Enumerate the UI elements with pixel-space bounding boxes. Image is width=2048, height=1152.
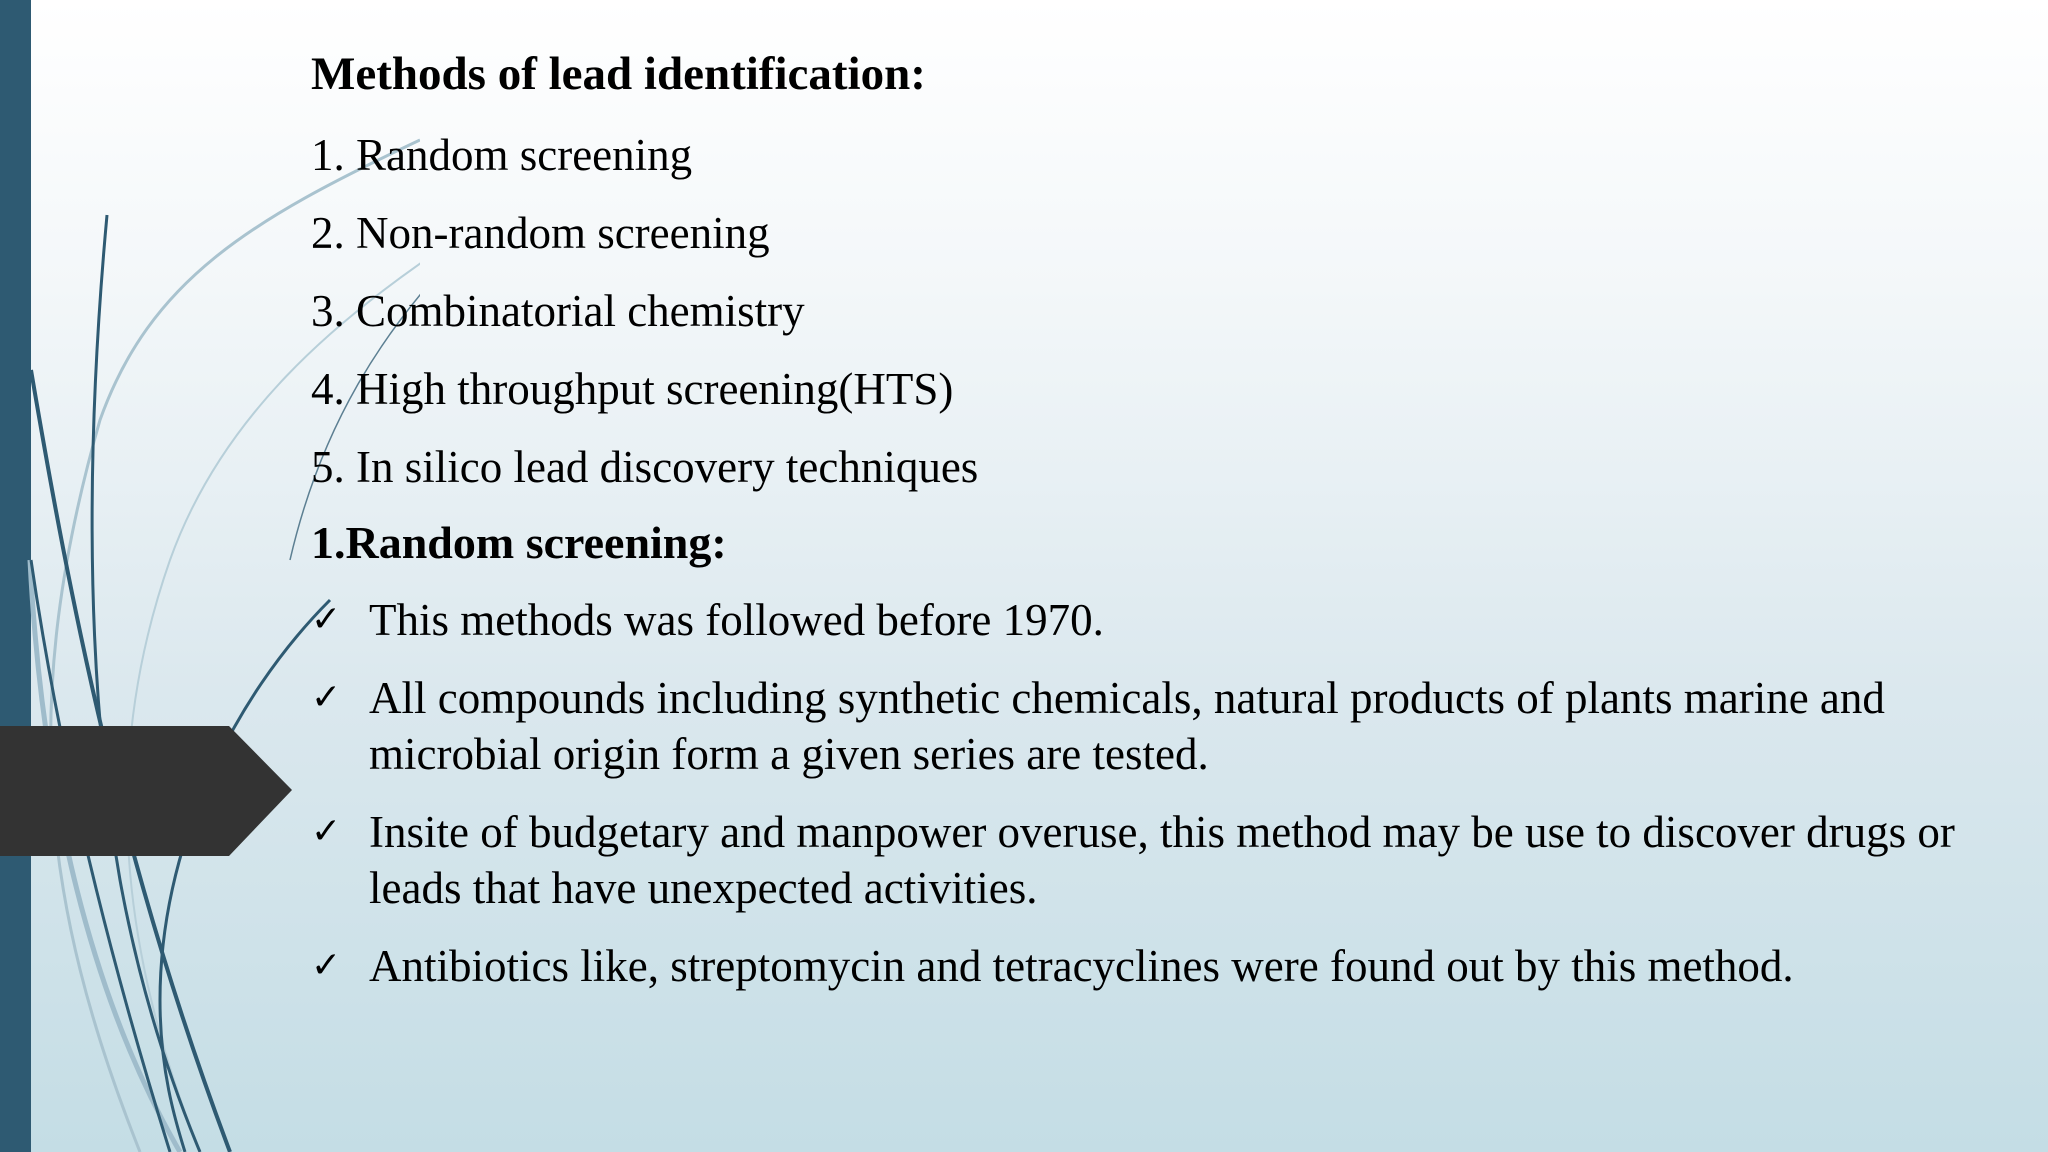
method-item-3: 3. Combinatorial chemistry xyxy=(311,286,805,336)
bullet-item-4 xyxy=(311,938,2029,994)
section-title: 1.Random screening: xyxy=(311,517,727,568)
left-accent-bar xyxy=(0,0,31,1152)
checkmark-icon: ✓ xyxy=(311,945,342,986)
decor-curve-light-3 xyxy=(30,560,180,1152)
decor-curve-dark-3 xyxy=(31,560,170,1152)
bullet-text-1: This methods was followed before 1970. xyxy=(369,595,1104,645)
bullet-item-1 xyxy=(311,592,2029,648)
method-item-5: 5. In silico lead discovery techniques xyxy=(311,442,979,492)
method-item-2: 2. Non-random screening xyxy=(311,208,770,258)
bullet-text-3: Insite of budgetary and manpower overuse, this method may be use to discover drugs or leads that have unexpected activities. xyxy=(369,807,1955,913)
decor-curve-dark-1 xyxy=(92,215,200,1152)
bullet-item-2 xyxy=(311,670,2029,782)
bullet-text-2: All compounds including synthetic chemicals, natural products of plants marine and microbial origin form a given series are tested. xyxy=(369,673,1885,779)
method-item-1: 1. Random screening xyxy=(311,130,693,180)
checkmark-icon: ✓ xyxy=(311,811,342,852)
decor-curve-dark-4 xyxy=(160,600,330,1152)
bullet-item-3 xyxy=(311,804,2029,916)
bullet-text-4: Antibiotics like, streptomycin and tetracyclines were found out by this method. xyxy=(369,941,1794,991)
checkmark-icon: ✓ xyxy=(311,599,342,640)
decor-curve-dark-2 xyxy=(31,370,230,1152)
arrow-tab xyxy=(0,726,292,856)
method-item-4: 4. High throughput screening(HTS) xyxy=(311,364,954,414)
checkmark-icon: ✓ xyxy=(311,677,342,718)
slide-heading: Methods of lead identification: xyxy=(311,48,926,100)
